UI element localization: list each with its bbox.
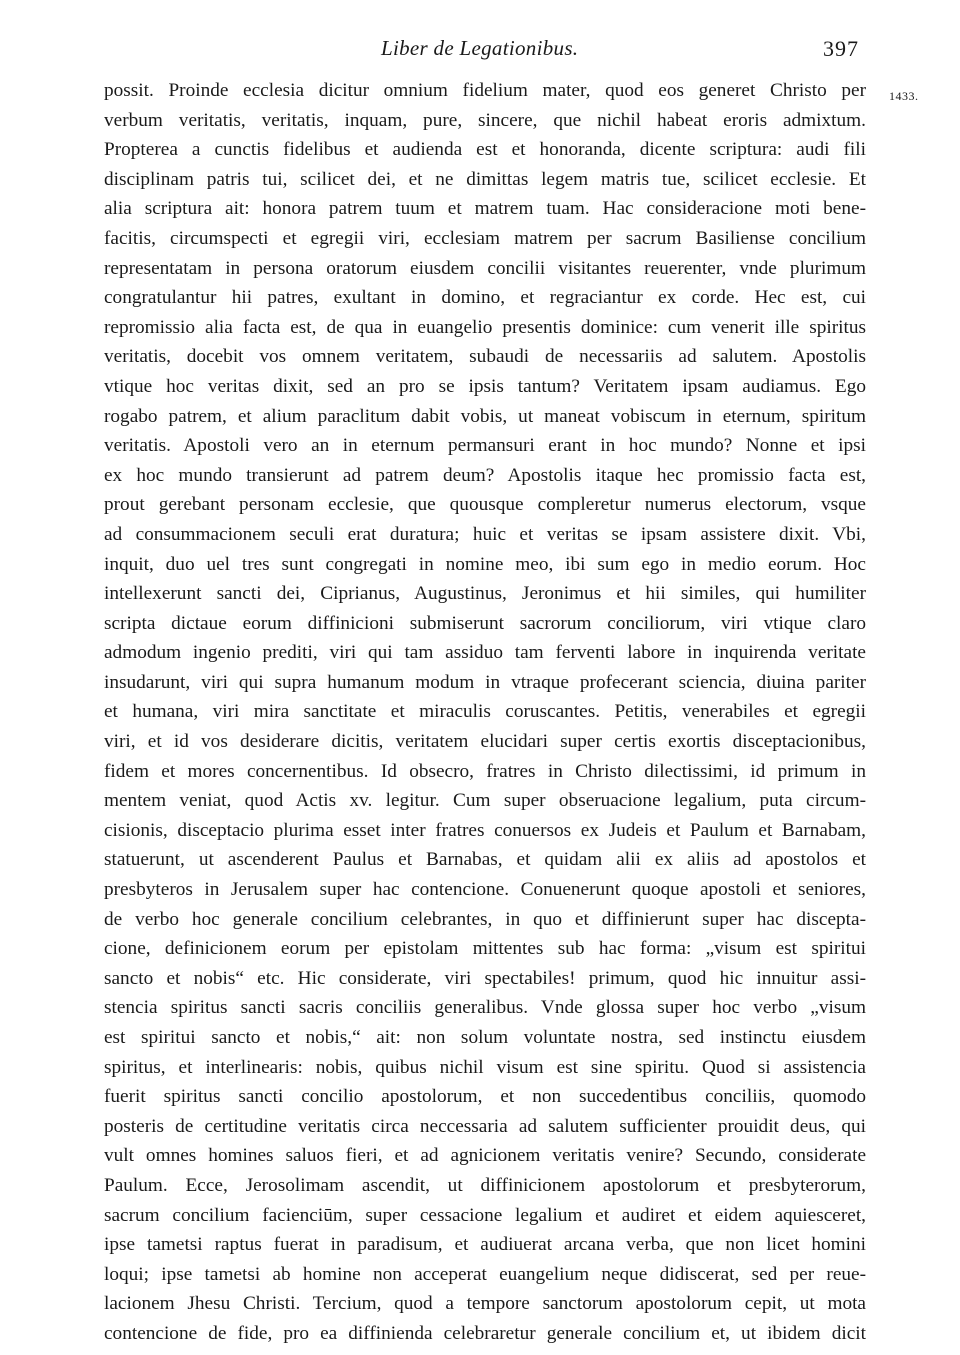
text-line: alia scriptura ait: honora patrem tuum et matrem tuam. Hac consideracione moti bene- <box>104 198 866 220</box>
text-line: sancto et nobis“ etc. Hic considerate, viri spectabiles! primum, quod hic innuitur assi- <box>104 967 866 989</box>
text-line: Paulum. Ecce, Jerosolimam ascendit, ut diffinicionem apostolorum et presbyterorum, <box>104 1174 866 1196</box>
text-line: ex hoc mundo transierunt ad patrem deum? Apostolis itaque hec promissio facta est, <box>104 464 866 486</box>
text-line: facitis, circumspecti et egregii viri, ecclesiam matrem per sacrum Basiliense concilium <box>104 227 866 249</box>
text-line: representatam in persona oratorum eiusdem concilii visitantes reuerenter, vnde plurimum <box>104 257 866 279</box>
text-line: et humana, viri mira sanctitate et miraculis coruscantes. Petitis, venerabiles et egregii <box>104 701 866 723</box>
text-line: veritatis. Apostoli vero an in eternum permansuri erant in hoc mundo? Nonne et ipsi <box>104 435 866 457</box>
text-line: viri, et id vos desiderare dicitis, veritatem elucidari super certis exortis disceptacionibus, <box>104 731 866 753</box>
text-line: congratulantur hii patres, exultant in domino, et regraciantur ex corde. Hec est, cui <box>104 287 866 309</box>
text-line: rogabo patrem, et alium paraclitum dabit vobis, ut maneat vobiscum in eternum, spiritum <box>104 405 866 427</box>
text-line: ad consummacionem seculi erat duratura; huic et veritas se ipsam assistere dixit. Vbi, <box>104 523 866 545</box>
text-line: sacrum concilium facienciūm, super cessacione legalium et audiret et eidem aquiesceret, <box>104 1204 866 1226</box>
text-line: admodum ingenio prediti, viri qui tam assiduo tam ferventi labore in inquirenda veritate <box>104 642 866 664</box>
text-line: loqui; ipse tametsi ab homine non acceperat euangelium neque didiscerat, sed per reue- <box>104 1263 866 1285</box>
text-line: stencia spiritus sancti sacris conciliis generalibus. Vnde glossa super hoc verbo „visum <box>104 997 866 1019</box>
text-line: fidem et mores concernentibus. Id obsecro, fratres in Christo dilectissimi, id primum in <box>104 760 866 782</box>
text-line: possit. Proinde ecclesia dicitur omnium fidelium mater, quod eos generet Christo per <box>104 80 866 101</box>
text-line: cisionis, disceptacio plurima esset inter fratres conuersos ex Judeis et Paulum et Barnabam, <box>104 819 866 841</box>
text-line: statuerunt, ut ascenderent Paulus et Barnabas, et quidam alii ex aliis ad apostolos et <box>104 849 866 871</box>
text-line: vult omnes homines saluos fieri, et ad agnicionem veritatis venire? Secundo, considerate <box>104 1145 866 1167</box>
text-line: Propterea a cunctis fidelibus et audienda est et honoranda, dicente scriptura: audi fili <box>104 139 866 161</box>
page-number: 397 <box>823 36 859 61</box>
text-line: mentem veniat, quod Actis xv. legitur. Cum super obseruacione legalium, puta circum- <box>104 790 866 812</box>
text-line: veritatis, docebit vos omnem veritatem, subaudi de necessariis ad salutem. Apostolis <box>104 346 866 368</box>
text-line: insudarunt, viri qui supra humanum modum in vtraque profecerant sciencia, diuina pariter <box>104 671 866 693</box>
text-line: est spiritui sancto et nobis,“ ait: non solum voluntate nostra, sed instinctu eiusdem <box>104 1027 866 1048</box>
text-line: contencione de fide, pro ea diffinienda celebraretur generale concilium et, ut ibidem dicit <box>104 1322 866 1344</box>
text-line: verbum veritatis, veritatis, inquam, pure, sincere, que nichil habeat eroris admixtum. <box>104 109 866 131</box>
text-line: posteris de certitudine veritatis circa neccessaria ad salutem sufficienter prouidit deus, qui <box>104 1115 866 1137</box>
text-line: ipse tametsi raptus fuerat in paradisum, et audiuerat arcana verba, que non licet homini <box>104 1234 866 1256</box>
text-line: intellexerunt sancti dei, Ciprianus, Augustinus, Jeronimus et hii similes, qui humiliter <box>104 583 866 605</box>
text-line: disciplinam patris tui, scilicet dei, et ne dimittas legem matris tue, scilicet ecclesie. Et <box>104 168 866 190</box>
text-line: repromissio alia facta est, de qua in euangelio presentis dominice: cum venerit ille spiritus <box>104 316 866 338</box>
text-line: fuerit spiritus sancti concilio apostolorum, et non succedentibus conciliis, quomodo <box>104 1086 866 1108</box>
text-line: prout gerebant personam ecclesie, que quousque compleretur numerus electorum, vsque <box>104 494 866 516</box>
text-line: vtique hoc veritas dixit, sed an pro se ipsis tantum? Veritatem ipsam audiamus. Ego <box>104 375 866 397</box>
text-line: cione, definicionem eorum per epistolam mittentes sub hac forma: „visum est spiritui <box>104 938 866 960</box>
running-title: Liber de Legationibus. <box>381 36 579 60</box>
margin-year-note: 1433. <box>889 89 919 103</box>
text-line: presbyteros in Jerusalem super hac contencione. Conuenerunt quoque apostoli et seniores, <box>104 879 866 901</box>
text-line: spiritus, et interlinearis: nobis, quibus nichil visum est sine spiritu. Quod si assistencia <box>104 1056 866 1078</box>
body-text <box>104 76 866 1349</box>
text-line: de verbo hoc generale concilium celebrantes, in quo et diffinierunt super hac discepta- <box>104 908 866 930</box>
text-line: inquit, duo uel tres sunt congregati in nomine meo, ibi sum ego in medio eorum. Hoc <box>104 553 866 575</box>
text-line: lacionem Jhesu Christi. Tercium, quod a tempore sanctorum apostolorum cepit, ut mota <box>104 1293 866 1315</box>
running-head <box>0 36 960 68</box>
text-line: scripta dictaue eorum diffinicioni submiserunt sacrorum conciliorum, viri vtique claro <box>104 612 866 634</box>
